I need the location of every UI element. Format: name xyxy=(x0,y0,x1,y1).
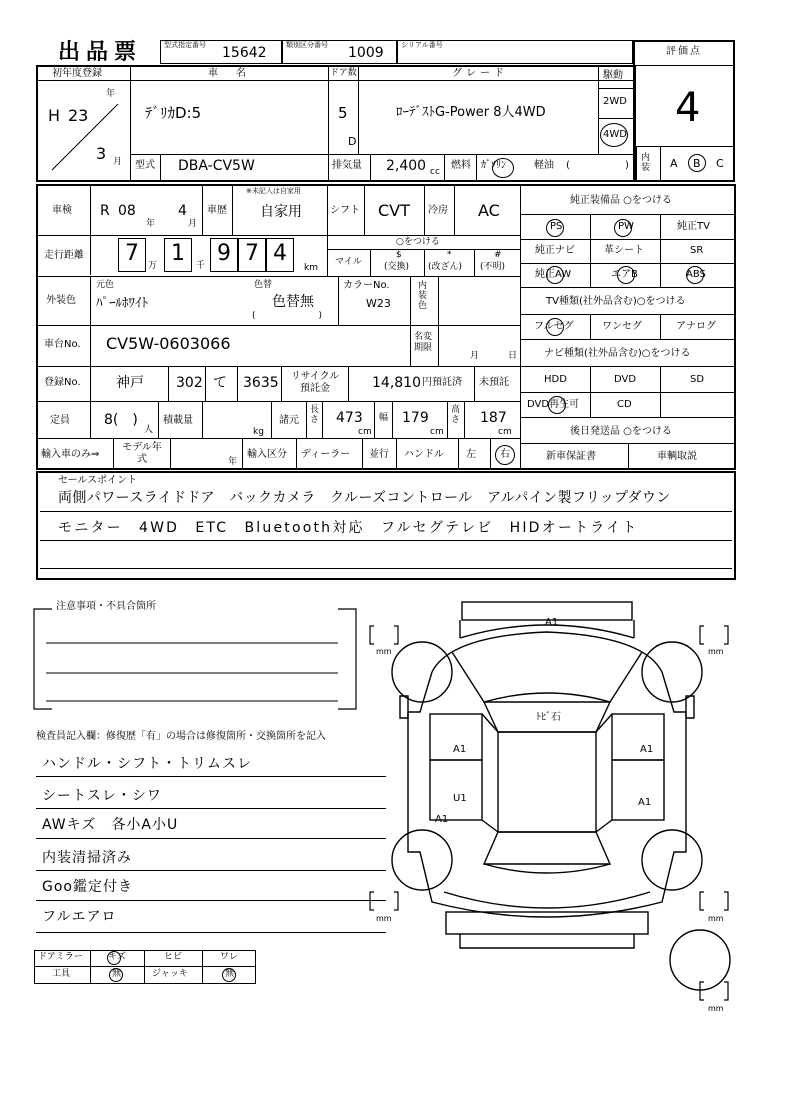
note-line-2: シートスレ・シワ xyxy=(42,788,162,804)
tools-label: 工具 xyxy=(52,969,71,979)
original-color-value: ﾊﾟｰﾙﾎﾜｲﾄ xyxy=(96,296,148,311)
later-warranty: 新車保証書 xyxy=(546,451,596,462)
sales-points-label: セールスポイント xyxy=(58,475,138,486)
car-name: ﾃﾞﾘｶD:5 xyxy=(145,104,202,122)
first-reg-year-unit: 年 xyxy=(106,89,116,99)
shift-label: シフト xyxy=(330,205,360,216)
equip-aw: 純正AW xyxy=(535,269,572,280)
mileage-unit-man: 万 xyxy=(148,261,158,271)
handle-right: 右 xyxy=(500,449,510,460)
displacement-unit: cc xyxy=(430,167,440,177)
model-code-value: 15642 xyxy=(222,45,267,61)
reg-number: 3635 xyxy=(243,375,279,391)
capacity-unit: 人 xyxy=(144,425,154,435)
model-year-unit: 年 xyxy=(228,457,238,467)
name-change-month: 月 xyxy=(470,351,480,361)
interior-c: C xyxy=(716,157,724,170)
fuel-gasoline: ｶﾞｿﾘﾝ xyxy=(481,160,506,171)
repaint-paren: ( ) xyxy=(252,311,323,321)
equip-airbag: エアB xyxy=(611,269,638,280)
handle-label: ハンドル xyxy=(404,449,444,460)
reg-kana: て xyxy=(213,375,227,391)
equip-ps: PS xyxy=(550,221,563,232)
length-label: 長さ xyxy=(310,405,320,425)
sales-points-line1: 両側パワースライドドア バックカメラ クルーズコントロール アルパイン製フリップダウン xyxy=(58,490,671,506)
navi-dvd: DVD xyxy=(614,374,637,385)
inspection-era: R xyxy=(100,203,110,219)
door-type: D xyxy=(348,135,357,148)
navi-dvd-play-circle xyxy=(548,396,566,414)
mileage-digit: 7 xyxy=(245,241,259,266)
interior-color-label: 内装色 xyxy=(418,281,428,311)
equip-abs-circle xyxy=(686,266,704,284)
reg-label: 登録No. xyxy=(44,377,81,388)
drive-4wd: 4WD xyxy=(603,129,627,140)
capacity-label: 定員 xyxy=(50,415,70,426)
mileage-unit-km: km xyxy=(304,263,318,273)
length-unit: cm xyxy=(358,427,372,437)
width-value: 179 xyxy=(402,410,429,426)
note-line-4: 内装清掃済み xyxy=(42,850,132,866)
note-line-6: フルエアロ xyxy=(42,909,117,925)
fuel-label: 燃料 xyxy=(451,160,471,171)
navi-cd: CD xyxy=(617,399,632,410)
tread-unit-rear-left: mm xyxy=(376,914,392,923)
tv-title: TV種類(社外品含む)○をつける xyxy=(546,296,686,307)
height-value: 187 xyxy=(480,410,507,426)
equip-sr: SR xyxy=(690,245,704,256)
form-title: 出品票 xyxy=(58,40,143,65)
doors-value: 5 xyxy=(338,104,348,122)
interior-a: A xyxy=(670,157,678,170)
fuel-other-open: ( xyxy=(566,160,570,171)
inspection-year: 08 xyxy=(118,203,136,219)
navi-dvd-play: DVD再生可 xyxy=(527,399,580,410)
ac-value: AC xyxy=(478,201,500,220)
fuel-other-close: ) xyxy=(625,160,629,171)
recycle-label: リサイクル預託金 xyxy=(290,371,340,394)
tools-none-circle xyxy=(109,968,123,982)
mileage-option-exchange: (交換) xyxy=(384,262,410,272)
fuel-gasoline-circle xyxy=(492,158,514,178)
history-value: 自家用 xyxy=(260,204,302,220)
mileage-digit: 7 xyxy=(125,241,139,266)
handle-left: 左 xyxy=(466,449,476,460)
equip-pw-circle xyxy=(614,219,632,237)
damage-label-windshield: ﾄﾋﾞ石 xyxy=(536,712,561,723)
recycle-pending: 未預託 xyxy=(479,377,509,388)
mileage-circle-note: ○をつける xyxy=(396,237,440,247)
model-year-label: モデル年式 xyxy=(122,442,162,465)
recycle-value: 14,810 xyxy=(372,375,421,391)
damage-label-left-front-door: A1 xyxy=(453,744,467,755)
jack-none-circle xyxy=(222,968,236,982)
height-unit: cm xyxy=(498,427,512,437)
length-value: 473 xyxy=(336,410,363,426)
navi-hdd: HDD xyxy=(544,374,567,385)
color-no-label: カラーNo. xyxy=(343,280,390,291)
mileage-option-star: * xyxy=(447,250,452,260)
tread-unit-rear-right: mm xyxy=(708,914,724,923)
navi-sd: SD xyxy=(690,374,705,385)
load-label: 積載量 xyxy=(163,415,193,426)
model-label: 型式 xyxy=(135,160,155,171)
drive-4wd-circle xyxy=(600,123,628,147)
import-dealer: ディーラー xyxy=(301,449,351,460)
damage-label-left-sill: A1 xyxy=(435,814,449,825)
model-code-label: 型式指定番号 xyxy=(164,41,206,49)
navi-title: ナビ種類(社外品含む)○をつける xyxy=(544,348,691,359)
import-label: 輸入車のみ⇒ xyxy=(41,449,100,460)
displacement-label: 排気量 xyxy=(332,160,362,171)
chassis-label: 車台No. xyxy=(44,339,81,350)
jack-label: ジャッキ xyxy=(152,969,188,979)
import-parallel: 並行 xyxy=(369,449,389,460)
first-reg-month-unit: 月 xyxy=(113,157,123,167)
note-line-1: ハンドル・シフト・トリムスレ xyxy=(42,756,252,772)
width-label: 幅 xyxy=(379,413,389,423)
mileage-digit: 9 xyxy=(217,241,231,266)
mileage-option-mile: マイル xyxy=(335,257,362,267)
reg-area: 神戸 xyxy=(116,375,144,391)
mileage-digit: 4 xyxy=(273,241,287,266)
height-label: 高さ xyxy=(451,405,461,425)
reg-class: 302 xyxy=(176,375,203,391)
repaint-value: 色替無 xyxy=(272,294,314,310)
equipment-title: 純正装備品 ○をつける xyxy=(570,195,672,206)
capacity-value: 8( ) xyxy=(104,412,138,428)
displacement-value: 2,400 xyxy=(386,158,427,174)
interior-b-circle xyxy=(688,154,706,172)
grade-value: ﾛｰﾃﾞｽﾄG-Power 8人4WD xyxy=(396,105,546,120)
doors-label: ドア数 xyxy=(330,68,357,78)
damage-label-right-front-door: A1 xyxy=(640,744,654,755)
inspection-label: 車検 xyxy=(52,205,72,216)
mirror-break-header: ワレ xyxy=(220,952,239,962)
damage-label-left-rear-door: U1 xyxy=(453,793,467,804)
sales-points-line2: モニター 4WD ETC Bluetooth対応 フルセグテレビ HIDオートライト xyxy=(58,520,639,536)
equip-aw-circle xyxy=(546,266,564,284)
damage-label-front-bumper: A1 xyxy=(545,617,559,628)
score-label: 評価点 xyxy=(666,46,702,57)
name-change-day: 日 xyxy=(508,351,518,361)
equip-ps-circle xyxy=(546,219,564,237)
tools-none: 無 xyxy=(112,969,122,979)
category-label: 類別区分番号 xyxy=(286,41,328,49)
inspector-label: 検査員記入欄：修復歴「有」の場合は修復箇所・交換箇所を記入 xyxy=(36,731,326,742)
inspection-month: 4 xyxy=(178,203,187,219)
grade-label: グレード xyxy=(452,68,508,79)
dims-label: 諸元 xyxy=(279,415,299,426)
mileage-option-hash: # xyxy=(494,250,502,260)
interior-b: B xyxy=(693,157,701,170)
mileage-unit-sen: 千 xyxy=(196,261,206,271)
first-reg-year: 23 xyxy=(68,106,89,125)
name-label: 車 名 xyxy=(208,68,250,79)
note-line-3: AWキズ 各小A小U xyxy=(42,817,179,833)
mirror-crack-header: ヒビ xyxy=(164,952,183,962)
width-unit: cm xyxy=(430,427,444,437)
inspection-year-unit: 年 xyxy=(146,219,156,229)
tread-unit-spare: mm xyxy=(708,1004,724,1013)
color-label: 外装色 xyxy=(46,295,76,306)
import-type-label: 輸入区分 xyxy=(247,449,287,460)
equip-tv: 純正TV xyxy=(677,221,710,232)
jack-none: 無 xyxy=(225,969,235,979)
load-unit: kg xyxy=(253,427,264,437)
fuel-light-oil: 軽油 xyxy=(534,160,554,171)
category-value: 1009 xyxy=(348,45,384,61)
equip-airbag-circle xyxy=(617,266,635,284)
tv-fullseg-circle xyxy=(546,318,564,336)
handle-right-circle xyxy=(495,445,515,465)
mileage-option-dollar: $ xyxy=(396,250,402,260)
damage-label-right-rear-door: A1 xyxy=(638,797,652,808)
first-reg-label: 初年度登録 xyxy=(52,68,102,79)
interior-label: 内装 xyxy=(641,153,651,173)
tv-oneseg: ワンセグ xyxy=(602,321,642,332)
serial-label: シリアル番号 xyxy=(401,41,443,49)
notes-label: 注意事項・不具合箇所 xyxy=(56,601,156,612)
history-note: ※未記入は自家用 xyxy=(246,187,301,195)
drive-label: 駆動 xyxy=(603,70,623,81)
tv-fullseg: フルセグ xyxy=(534,321,574,332)
tread-unit-front-left: mm xyxy=(376,647,392,656)
mileage-option-unknown: (不明) xyxy=(480,262,506,272)
notes-bracket xyxy=(30,605,360,715)
repaint-label: 色替 xyxy=(254,280,273,290)
mirror-scratch-circle xyxy=(107,951,121,965)
original-color-label: 元色 xyxy=(96,280,115,290)
equip-navi: 純正ナビ xyxy=(535,245,575,256)
mileage-option-tampered: (改ざん) xyxy=(428,262,463,272)
shift-value: CVT xyxy=(378,201,410,220)
ac-label: 冷房 xyxy=(428,205,448,216)
equip-pw: PW xyxy=(618,221,634,232)
history-label: 車歴 xyxy=(207,205,227,216)
car-diagram xyxy=(360,592,750,1022)
mirror-header: ドアミラー xyxy=(38,952,83,962)
mileage-digit: 1 xyxy=(171,241,185,266)
drive-2wd: 2WD xyxy=(603,96,627,107)
equip-leather: 革シート xyxy=(604,245,644,256)
model-value: DBA-CV5W xyxy=(178,158,255,174)
later-title: 後日発送品 ○をつける xyxy=(570,426,672,437)
equip-abs: ABS xyxy=(686,269,706,280)
tread-unit-front-right: mm xyxy=(708,647,724,656)
tv-analog: アナログ xyxy=(676,321,716,332)
inspection-month-unit: 月 xyxy=(188,219,198,229)
score-value: 4 xyxy=(675,85,701,131)
later-manual: 車輌取説 xyxy=(657,451,697,462)
mirror-scratch-header: キズ xyxy=(108,952,126,962)
color-no-value: W23 xyxy=(366,297,391,310)
first-reg-era: H xyxy=(48,106,61,125)
name-change-label: 名変期限 xyxy=(414,332,433,353)
recycle-unit: 円預託済 xyxy=(422,377,462,388)
chassis-value: CV5W-0603066 xyxy=(106,334,231,353)
note-line-5: Goo鑑定付き xyxy=(42,879,133,895)
mileage-label: 走行距離 xyxy=(44,250,84,261)
first-reg-month: 3 xyxy=(96,144,107,163)
